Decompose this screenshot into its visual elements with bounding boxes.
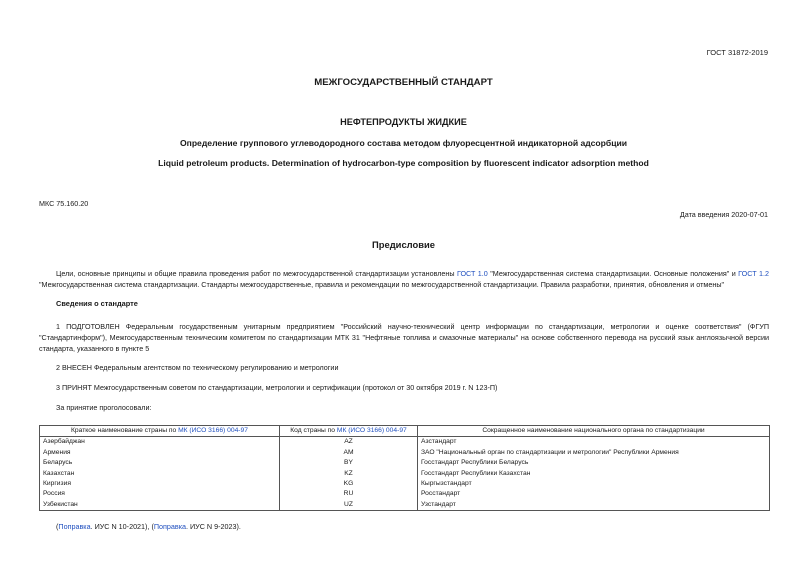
introduction-date: Дата введения 2020-07-01 <box>679 210 768 219</box>
body-cell: ЗАО "Национальный орган по стандартизации и метрологии" Республики Армения <box>418 448 770 458</box>
code-cell: AZ <box>280 437 418 448</box>
preface-heading: Предисловие <box>372 239 435 250</box>
amendment-link[interactable]: Поправка <box>153 522 187 531</box>
amendments-note: (Поправка. ИУС N 10-2021), (Поправка. ИУС N 9-2023). <box>56 522 241 531</box>
voting-countries-table <box>39 425 770 511</box>
mks-code: МКС 75.160.20 <box>39 199 89 208</box>
preface-paragraph <box>39 268 769 290</box>
standard-type-heading: МЕЖГОСУДАРСТВЕННЫЙ СТАНДАРТ <box>314 77 493 88</box>
subtitle-russian: Определение группового углеводородного состава методом флуоресцентной индикаторной адсорбции <box>179 138 628 148</box>
table-row <box>40 437 770 448</box>
table-header-row <box>40 426 770 437</box>
standard-info-heading: Сведения о стандарте <box>56 299 138 308</box>
table-row <box>40 500 770 511</box>
amendment-link[interactable]: Поправка <box>58 522 91 531</box>
country-cell: Узбекистан <box>40 500 280 511</box>
code-cell: AM <box>280 448 418 458</box>
table-row <box>40 489 770 499</box>
country-cell: Азербайджан <box>40 437 280 448</box>
item-2-introduced: 2 ВНЕСЕН Федеральным агентством по техническому регулированию и метрологии <box>56 363 339 372</box>
column-header-country: Краткое наименование страны по МК (ИСО 3166) 004-97 <box>40 426 280 437</box>
code-cell: UZ <box>280 500 418 511</box>
preface-text-b: "Межгосударственная система стандартизации. Основные положения" и <box>487 269 739 278</box>
body-cell: Росстандарт <box>418 489 770 499</box>
code-cell: BY <box>280 458 418 468</box>
body-cell: Кыргызстандарт <box>418 479 770 489</box>
body-cell: Госстандарт Республики Беларусь <box>418 458 770 468</box>
subtitle-english: Liquid petroleum products. Determination of hydrocarbon-type composition by fluorescent indicator adsorption method <box>158 158 649 168</box>
table-row <box>40 479 770 489</box>
gost-1-0-link[interactable]: ГОСТ 1.0 <box>456 269 488 278</box>
column-header-code: Код страны по МК (ИСО 3166) 004-97 <box>280 426 418 437</box>
country-cell: Армения <box>40 448 280 458</box>
document-title: НЕФТЕПРОДУКТЫ ЖИДКИЕ <box>340 117 467 127</box>
preface-text-c: "Межгосударственная система стандартизации. Стандарты межгосударственные, правила и рекомендации по межгосударственной стандартизации. Правила разработки, принятия, обновления и отмены" <box>39 280 725 289</box>
item-3-adopted: 3 ПРИНЯТ Межгосударственным советом по стандартизации, метрологии и сертификации (протокол от 30 октября 2019 г. N 123-П) <box>56 383 498 392</box>
document-code: ГОСТ 31872-2019 <box>706 48 768 57</box>
body-cell: Узстандарт <box>418 500 770 511</box>
code-cell: KG <box>280 479 418 489</box>
preface-text-a: Цели, основные принципы и общие правила проведения работ по межгосударственной стандартизации установлены <box>56 269 457 278</box>
country-cell: Россия <box>40 489 280 499</box>
item-1-prepared: 1 ПОДГОТОВЛЕН Федеральным государственным унитарным предприятием "Российский научно-технический центр информации по стандартизации, метрологии и оценке соответствия" (ФГУП "Стандартинформ"), Межгосударственным техническим комитетом по стандартизации МТК 31 "Нефтяные топлива и смазочные материалы" на основе собственного перевода на русский язык англоязычной версии стандарта, указанного в пункте 5 <box>39 322 769 353</box>
gost-1-2-link[interactable]: ГОСТ 1.2 <box>738 269 769 278</box>
country-cell: Казахстан <box>40 469 280 479</box>
country-cell: Киргизия <box>40 479 280 489</box>
code-cell: RU <box>280 489 418 499</box>
country-cell: Беларусь <box>40 458 280 468</box>
code-cell: KZ <box>280 469 418 479</box>
body-cell: Азстандарт <box>418 437 770 448</box>
voted-label: За принятие проголосовали: <box>56 403 152 412</box>
mk-iso-3166-link[interactable]: МК (ИСО 3166) 004-97 <box>178 427 248 434</box>
table-row <box>40 469 770 479</box>
mk-iso-3166-link[interactable]: МК (ИСО 3166) 004-97 <box>336 427 407 434</box>
table-row <box>40 448 770 458</box>
table-row <box>40 458 770 468</box>
body-cell: Госстандарт Республики Казахстан <box>418 469 770 479</box>
column-header-body: Сокращенное наименование национального органа по стандартизации <box>418 426 770 437</box>
